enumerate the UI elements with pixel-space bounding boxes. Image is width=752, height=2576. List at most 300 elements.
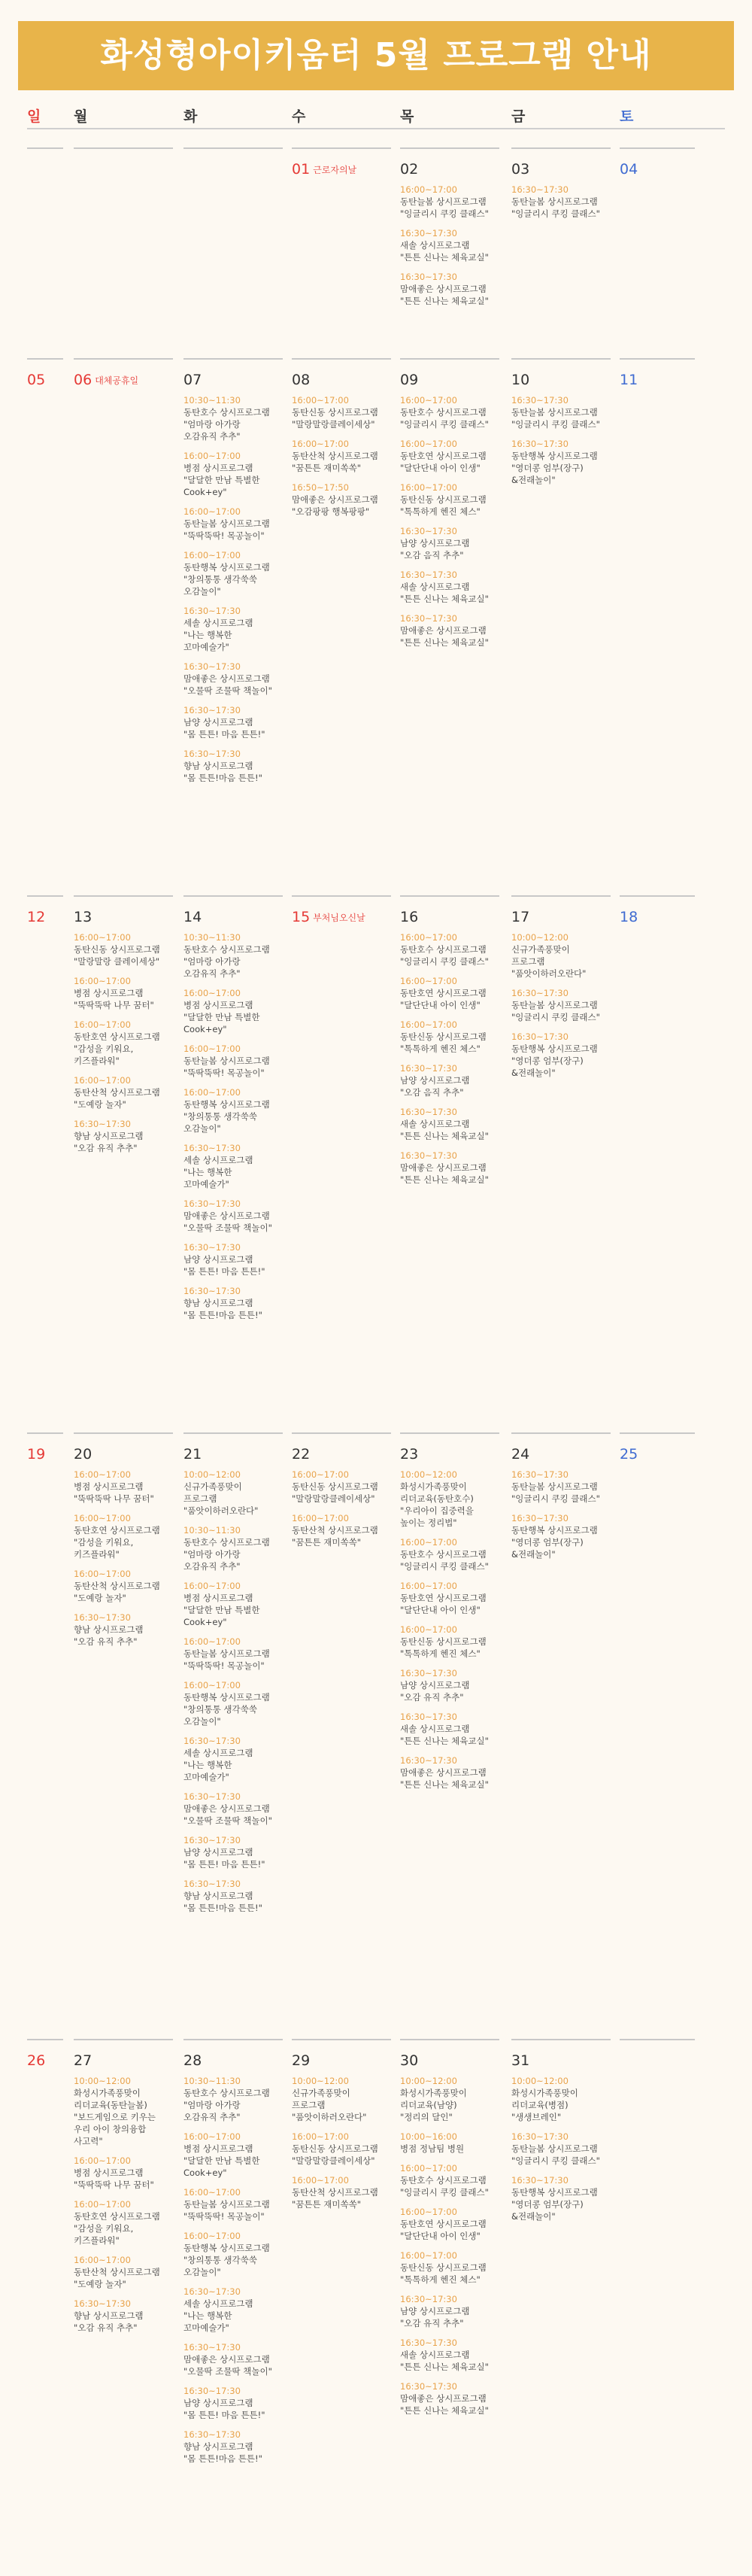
- event-time: 10:30~11:30: [183, 2076, 241, 2086]
- event-item: [400, 271, 508, 307]
- event-title: 동탄산척 상시프로그램 "꿈튼튼 재미쏙쏙": [292, 2187, 378, 2210]
- event-list: [183, 394, 292, 791]
- day-number: [620, 1446, 638, 1463]
- event-time: 16:30~17:30: [511, 395, 569, 406]
- event-item: [511, 184, 620, 220]
- event-time: 16:00~17:00: [74, 1019, 131, 1030]
- day-num: 05: [27, 372, 46, 388]
- day-num: 17: [511, 909, 530, 925]
- event-item: [183, 2230, 292, 2278]
- event-time: 16:00~17:00: [183, 988, 241, 998]
- event-item: [183, 987, 292, 1035]
- event-time: 16:30~17:30: [511, 1031, 569, 1042]
- event-item: [511, 2075, 620, 2123]
- event-title: 병점 상시프로그램 "달달한 만남 특별한 Cook+ey": [183, 1000, 260, 1034]
- event-title: 맘애좋은 상시프로그램 "오물딱 조물딱 책놀이": [183, 2354, 272, 2377]
- cell-divider: [27, 2039, 63, 2040]
- event-title: 동탄늘봄 상시프로그램 "뚝딱뚝딱! 목공놀이": [183, 1648, 270, 1671]
- event-item: [400, 1150, 508, 1186]
- day-num: 25: [620, 1446, 638, 1463]
- event-item: [183, 748, 292, 784]
- event-time: 16:00~17:00: [183, 451, 241, 461]
- day-num: 23: [400, 1446, 419, 1463]
- event-time: 16:30~17:30: [400, 613, 457, 624]
- event-title: 동탄호수 상시프로그램 "엄마랑 아가랑 오감유직 추추": [183, 407, 270, 442]
- event-time: 16:00~17:00: [400, 482, 457, 493]
- event-item: [183, 1580, 292, 1628]
- event-title: 병점 상시프로그램 "달달한 만남 특별한 Cook+ey": [183, 1593, 260, 1627]
- event-title: 병점 상시프로그램 "뚝딱뚝딱 나무 꿈터": [74, 1481, 154, 1504]
- cell-divider: [292, 2039, 391, 2040]
- event-item: [183, 549, 292, 597]
- event-item: [183, 394, 292, 442]
- cell-divider: [292, 358, 391, 360]
- event-time: 16:00~17:00: [74, 932, 131, 943]
- cell-divider: [400, 358, 499, 360]
- event-time: 16:00~17:00: [183, 1581, 241, 1591]
- event-title: 맘애좋은 상시프로그램 "튼튼 신나는 체육교실": [400, 625, 489, 648]
- event-item: [511, 1469, 620, 1505]
- event-item: [183, 1086, 292, 1135]
- event-item: [183, 1285, 292, 1321]
- event-item: [292, 2075, 400, 2123]
- event-title: 남양 상시프로그램 "몸 튼튼! 마음 튼튼!": [183, 717, 265, 740]
- day-number: [74, 1446, 92, 1463]
- event-time: 16:30~17:30: [183, 2429, 241, 2440]
- day-num: 11: [620, 372, 638, 388]
- event-item: [74, 2155, 182, 2191]
- weekday-label: 월: [74, 108, 88, 125]
- cell-divider: [292, 895, 391, 897]
- event-list: [400, 1469, 508, 1798]
- event-title: 동탄행복 상시프로그램 "창의통통 생각쑥쑥 오감놀이": [183, 1099, 270, 1134]
- day-num: 01: [292, 161, 311, 178]
- event-item: [183, 1878, 292, 1914]
- event-title: 맘애좋은 상시프로그램 "오감팡팡 행복팡팡": [292, 494, 378, 517]
- event-item: [400, 2380, 508, 2417]
- event-title: 동탄신동 상시프로그램 "톡톡하게 헨진 체스": [400, 1636, 487, 1659]
- event-item: [183, 2341, 292, 2377]
- event-item: [400, 1536, 508, 1572]
- event-time: 16:30~17:30: [74, 1119, 131, 1129]
- event-item: [74, 2254, 182, 2290]
- day-number: [400, 1446, 418, 1463]
- event-item: [400, 1062, 508, 1098]
- event-time: 10:00~12:00: [183, 1469, 241, 1480]
- event-list: [511, 394, 620, 494]
- day-number: [511, 1446, 529, 1463]
- event-time: 16:30~17:30: [400, 228, 457, 238]
- event-time: 16:30~17:30: [183, 1242, 241, 1253]
- event-item: [511, 987, 620, 1023]
- cell-divider: [511, 2039, 611, 2040]
- day-num: 14: [183, 909, 202, 925]
- event-title: 향남 상시프로그램 "몸 튼튼!마음 튼튼!": [183, 2441, 262, 2464]
- event-item: [400, 438, 508, 474]
- event-time: 16:00~17:00: [400, 1581, 457, 1591]
- event-item: [74, 975, 182, 1011]
- event-item: [400, 1754, 508, 1791]
- event-title: 남양 상시프로그램 "오감 음직 추추": [400, 1075, 470, 1098]
- event-title: 맘애좋은 상시프로그램 "튼튼 신나는 체육교실": [400, 284, 489, 306]
- day-num: 22: [292, 1446, 311, 1463]
- weekday-label: 일: [27, 108, 41, 125]
- event-title: 신규가족풍맞이 프로그램 "품앗이하러오란다": [292, 2088, 367, 2122]
- event-list: [400, 931, 508, 1193]
- event-time: 16:00~17:00: [292, 1469, 349, 1480]
- event-item: [74, 2298, 182, 2334]
- event-time: 10:00~12:00: [511, 2076, 569, 2086]
- day-number: [292, 161, 356, 178]
- event-list: [183, 931, 292, 1329]
- event-list: [292, 394, 400, 525]
- weekday-label: 수: [292, 108, 306, 125]
- day-num: 02: [400, 161, 419, 178]
- cell-divider: [183, 147, 283, 149]
- event-title: 남양 상시프로그램 "몸 튼튼! 마음 튼튼!": [183, 2398, 265, 2420]
- day-number: [511, 909, 529, 925]
- event-time: 10:00~12:00: [511, 932, 569, 943]
- cell-divider: [74, 895, 173, 897]
- event-title: 세솔 상시프로그램 "나는 행복한 꼬마예술가": [183, 2298, 253, 2333]
- day-number: [292, 2052, 310, 2069]
- event-item: [400, 1019, 508, 1055]
- event-time: 16:30~17:30: [400, 570, 457, 580]
- event-item: [183, 2186, 292, 2222]
- cell-divider: [620, 1432, 695, 1434]
- event-item: [292, 394, 400, 430]
- event-time: 16:30~17:30: [400, 1063, 457, 1074]
- event-time: 10:00~12:00: [400, 2076, 457, 2086]
- day-num: 04: [620, 161, 638, 178]
- event-item: [183, 1791, 292, 1827]
- event-item: [74, 2075, 182, 2147]
- event-item: [400, 931, 508, 968]
- event-list: [292, 2075, 400, 2218]
- event-item: [74, 1019, 182, 1067]
- event-title: 동탄늘봄 상시프로그램 "잉글리시 쿠킹 클래스": [511, 196, 600, 219]
- event-title: 동탄신동 상시프로그램 "말랑말랑 클레이세상": [74, 944, 160, 967]
- event-time: 16:00~17:00: [74, 1469, 131, 1480]
- event-time: 16:00~17:00: [183, 1636, 241, 1647]
- event-time: 16:00~17:00: [400, 184, 457, 195]
- event-item: [183, 1198, 292, 1234]
- event-item: [183, 1043, 292, 1079]
- holiday-label: 근로자의날: [313, 165, 357, 175]
- event-list: [511, 2075, 620, 2230]
- event-item: [400, 2293, 508, 2329]
- event-title: 동탄늘봄 상시프로그램 "뚝딱뚝딱! 목공놀이": [183, 1056, 270, 1078]
- cell-divider: [511, 358, 611, 360]
- event-time: 16:00~17:00: [292, 395, 349, 406]
- event-title: 화성시가족풍맞이 리더교육(병점) "생생브레인": [511, 2088, 578, 2122]
- event-time: 16:00~17:00: [292, 1513, 349, 1523]
- event-time: 16:00~17:00: [183, 2131, 241, 2142]
- event-time: 16:00~17:00: [400, 932, 457, 943]
- event-item: [74, 1118, 182, 1154]
- event-item: [183, 1834, 292, 1870]
- event-item: [183, 2286, 292, 2334]
- event-title: 동탄산척 상시프로그램 "꿈튼튼 재미쏙쏙": [292, 451, 378, 473]
- cell-divider: [27, 358, 63, 360]
- event-list: [74, 931, 182, 1162]
- holiday-label: 대체공휴일: [95, 375, 139, 386]
- event-item: [400, 2162, 508, 2198]
- event-time: 16:30~17:30: [511, 1469, 569, 1480]
- event-time: 16:00~17:00: [74, 1513, 131, 1523]
- day-number: [27, 2052, 45, 2069]
- event-title: 동탄호수 상시프로그램 "엄마랑 아가랑 오감유직 추추": [183, 2088, 270, 2122]
- event-title: 향남 상시프로그램 "오감 유직 추추": [74, 1131, 144, 1153]
- event-title: 동탄호연 상시프로그램 "달단단내 아이 인생": [400, 451, 487, 473]
- event-item: [292, 1469, 400, 1505]
- event-time: 16:00~17:00: [400, 395, 457, 406]
- event-item: [400, 525, 508, 561]
- event-title: 세솔 상시프로그램 "나는 행복한 꼬마예술가": [183, 618, 253, 652]
- event-title: 향남 상시프로그램 "오감 유직 추추": [74, 1624, 144, 1647]
- event-title: 동탄호수 상시프로그램 "잉글리시 쿠킹 클래스": [400, 944, 489, 967]
- cell-divider: [620, 147, 695, 149]
- event-title: 향남 상시프로그램 "몸 튼튼!마음 튼튼!": [183, 761, 262, 783]
- event-title: 동탄호수 상시프로그램 "잉글리시 쿠킹 클래스": [400, 1549, 489, 1572]
- event-time: 16:30~17:30: [74, 1612, 131, 1623]
- event-item: [183, 2385, 292, 2421]
- weekday-label: 토: [620, 108, 634, 125]
- event-item: [400, 1667, 508, 1703]
- event-time: 16:00~17:00: [400, 2207, 457, 2217]
- event-time: 10:30~11:30: [183, 932, 241, 943]
- cell-divider: [400, 1432, 499, 1434]
- event-item: [183, 506, 292, 542]
- event-title: 맘애좋은 상시프로그램 "튼튼 신나는 체육교실": [400, 1162, 489, 1185]
- day-number: [183, 909, 202, 925]
- event-title: 동탄행복 상시프로그램 "창의통통 생각쑥쑥 오감놀이": [183, 2243, 270, 2277]
- day-num: 18: [620, 909, 638, 925]
- day-num: 15: [292, 909, 311, 925]
- event-time: 10:00~12:00: [292, 2076, 349, 2086]
- event-list: [183, 2075, 292, 2472]
- event-item: [400, 1711, 508, 1747]
- holiday-label: 부처님오신날: [313, 913, 365, 923]
- day-num: 24: [511, 1446, 530, 1463]
- event-item: [183, 1469, 292, 1517]
- cell-divider: [292, 147, 391, 149]
- event-title: 맘애좋은 상시프로그램 "오물딱 조물딱 책놀이": [183, 673, 272, 696]
- event-item: [292, 2131, 400, 2167]
- day-number: [620, 909, 638, 925]
- event-title: 동탄신동 상시프로그램 "말랑말랑클레이세상": [292, 407, 378, 430]
- event-item: [183, 1636, 292, 1672]
- event-title: 동탄행복 상시프로그램 "창의통통 생각쑥쑥 오감놀이": [183, 1692, 270, 1727]
- event-time: 16:00~17:00: [400, 439, 457, 449]
- event-title: 신규가족풍맞이 프로그램 "품앗이하러오란다": [183, 1481, 259, 1516]
- weekday-label: 화: [183, 108, 198, 125]
- cell-divider: [620, 895, 695, 897]
- event-item: [74, 1074, 182, 1110]
- event-list: [400, 2075, 508, 2424]
- event-title: 맘애좋은 상시프로그램 "튼튼 신나는 체육교실": [400, 2393, 489, 2416]
- day-num: 07: [183, 372, 202, 388]
- day-num: 31: [511, 2052, 530, 2069]
- weekday-rule: [27, 128, 725, 129]
- event-title: 동탄호연 상시프로그램 "달단단내 아이 인생": [400, 2219, 487, 2241]
- event-item: [74, 1512, 182, 1560]
- event-item: [400, 2337, 508, 2373]
- event-title: 새솔 상시프로그램 "튼튼 신나는 체육교실": [400, 2350, 489, 2372]
- day-number: [400, 2052, 418, 2069]
- event-title: 화성시가족풍맞이 리더교육(동탄늘봄) "보드게임으로 키우는 우리 아이 창의융합 사고력": [74, 2088, 156, 2146]
- event-list: [74, 1469, 182, 1655]
- event-time: 10:30~11:30: [183, 1525, 241, 1536]
- event-item: [511, 2174, 620, 2222]
- page-title: 화성형아이키움터 5월 프로그램 안내: [100, 36, 652, 74]
- event-time: 16:30~17:30: [400, 2338, 457, 2348]
- event-item: [183, 1241, 292, 1277]
- event-time: 16:00~17:00: [183, 2231, 241, 2241]
- event-title: 향남 상시프로그램 "몸 튼튼!마음 튼튼!": [183, 1891, 262, 1913]
- event-item: [292, 1512, 400, 1548]
- day-number: [292, 1446, 310, 1463]
- day-number: [620, 372, 638, 388]
- day-number: [183, 1446, 202, 1463]
- event-time: 16:00~17:00: [400, 976, 457, 986]
- event-time: 16:00~17:00: [292, 439, 349, 449]
- cell-divider: [183, 2039, 283, 2040]
- event-time: 16:30~17:30: [400, 2381, 457, 2392]
- event-item: [183, 661, 292, 697]
- event-item: [183, 605, 292, 653]
- event-time: 16:00~17:00: [74, 1569, 131, 1579]
- cell-divider: [620, 2039, 695, 2040]
- event-time: 16:30~17:30: [511, 184, 569, 195]
- event-item: [183, 704, 292, 740]
- event-title: 동탄산척 상시프로그램 "도예랑 놀자": [74, 2267, 160, 2289]
- event-title: 맘애좋은 상시프로그램 "오물딱 조물딱 책놀이": [183, 1803, 272, 1826]
- event-list: [511, 1469, 620, 1568]
- event-title: 동탄신동 상시프로그램 "말랑말랑클레이세상": [292, 1481, 378, 1504]
- event-title: 새솔 상시프로그램 "튼튼 신나는 체육교실": [400, 1119, 489, 1141]
- event-time: 16:30~17:30: [400, 1107, 457, 1117]
- cell-divider: [74, 2039, 173, 2040]
- event-time: 16:30~17:30: [511, 439, 569, 449]
- cell-divider: [400, 147, 499, 149]
- event-list: [400, 394, 508, 656]
- event-title: 세솔 상시프로그램 "나는 행복한 꼬마예술가": [183, 1748, 253, 1782]
- weekday-label: 목: [400, 108, 414, 125]
- event-time: 10:30~11:30: [183, 395, 241, 406]
- event-title: 화성시가족풍맞이 리더교육(동탄호수) "우리아이 집중력을 높이는 정리법": [400, 1481, 474, 1528]
- event-item: [511, 394, 620, 430]
- event-time: 16:00~17:00: [400, 2163, 457, 2174]
- event-title: 동탄신동 상시프로그램 "톡톡하게 헨진 체스": [400, 494, 487, 517]
- event-title: 병점 상시프로그램 "달달한 만남 특별한 Cook+ey": [183, 2143, 260, 2178]
- event-time: 16:30~17:30: [183, 1835, 241, 1845]
- event-item: [183, 2429, 292, 2465]
- event-time: 16:30~17:30: [511, 988, 569, 998]
- day-number: [74, 372, 138, 388]
- day-number: [74, 2052, 92, 2069]
- day-num: 06: [74, 372, 92, 388]
- day-num: 28: [183, 2052, 202, 2069]
- event-title: 동탄호수 상시프로그램 "잉글리시 쿠킹 클래스": [400, 407, 489, 430]
- day-num: 10: [511, 372, 530, 388]
- event-title: 동탄호연 상시프로그램 "감성을 키워요, 키즈플라워": [74, 1031, 160, 1066]
- event-title: 남양 상시프로그램 "몸 튼튼! 마음 튼튼!": [183, 1847, 265, 1870]
- event-time: 16:30~17:30: [183, 1791, 241, 1802]
- event-list: [292, 1469, 400, 1556]
- event-title: 병점 상시프로그램 "뚝딱뚝딱 나무 꿈터": [74, 2167, 154, 2190]
- day-number: [292, 909, 365, 925]
- event-item: [292, 2174, 400, 2210]
- event-item: [511, 1031, 620, 1079]
- event-title: 새솔 상시프로그램 "튼튼 신나는 체육교실": [400, 1724, 489, 1746]
- event-item: [400, 1469, 508, 1529]
- event-time: 16:00~17:00: [400, 1537, 457, 1548]
- event-title: 맘애좋은 상시프로그램 "오물딱 조물딱 책놀이": [183, 1211, 272, 1233]
- event-item: [511, 931, 620, 980]
- event-item: [74, 1568, 182, 1604]
- cell-divider: [400, 895, 499, 897]
- day-num: 16: [400, 909, 419, 925]
- event-item: [74, 2198, 182, 2246]
- event-title: 동탄호수 상시프로그램 "엄마랑 아가랑 오감유직 추추": [183, 1537, 270, 1572]
- event-time: 16:30~17:30: [400, 1755, 457, 1766]
- event-time: 16:00~17:00: [183, 1680, 241, 1690]
- event-item: [400, 2249, 508, 2286]
- event-title: 동탄늘봄 상시프로그램 "뚝딱뚝딱! 목공놀이": [183, 518, 270, 541]
- cell-divider: [620, 358, 695, 360]
- event-title: 병점 상시프로그램 "뚝딱뚝딱 나무 꿈터": [74, 988, 154, 1010]
- event-time: 16:30~17:30: [183, 705, 241, 715]
- weekday-label: 금: [511, 108, 526, 125]
- cell-divider: [74, 358, 173, 360]
- event-item: [400, 975, 508, 1011]
- event-time: 10:00~12:00: [400, 1469, 457, 1480]
- day-num: 29: [292, 2052, 311, 2069]
- event-title: 동탄행복 상시프로그램 "창의통통 생각쑥쑥 오감놀이": [183, 562, 270, 597]
- event-time: 16:30~17:30: [183, 661, 241, 672]
- event-title: 동탄호연 상시프로그램 "달단단내 아이 인생": [400, 1593, 487, 1615]
- event-title: 동탄늘봄 상시프로그램 "뚝딱뚝딱! 목공놀이": [183, 2199, 270, 2222]
- cell-divider: [74, 1432, 173, 1434]
- event-title: 맘애좋은 상시프로그램 "튼튼 신나는 체육교실": [400, 1767, 489, 1790]
- cell-divider: [27, 1432, 63, 1434]
- event-item: [292, 438, 400, 474]
- event-item: [400, 612, 508, 649]
- day-num: 26: [27, 2052, 46, 2069]
- page-header: [18, 21, 734, 90]
- event-item: [183, 1735, 292, 1783]
- event-list: [183, 1469, 292, 1921]
- event-item: [400, 227, 508, 263]
- event-time: 16:30~17:30: [74, 2298, 131, 2309]
- event-time: 16:00~17:00: [400, 1624, 457, 1635]
- event-time: 16:30~17:30: [511, 1513, 569, 1523]
- day-number: [511, 161, 529, 178]
- event-title: 남양 상시프로그램 "오감 음직 추추": [400, 538, 470, 560]
- cell-divider: [511, 895, 611, 897]
- event-item: [400, 1106, 508, 1142]
- day-number: [27, 1446, 45, 1463]
- event-time: 16:00~17:00: [74, 2199, 131, 2210]
- event-title: 동탄호수 상시프로그램 "잉글리시 쿠킹 클래스": [400, 2175, 489, 2198]
- day-num: 27: [74, 2052, 92, 2069]
- event-item: [74, 1612, 182, 1648]
- event-title: 동탄호수 상시프로그램 "엄마랑 아가랑 오감유직 추추": [183, 944, 270, 979]
- event-title: 동탄늘봄 상시프로그램 "잉글리시 쿠킹 클래스": [511, 1000, 600, 1022]
- event-title: 동탄행복 상시프로그램 "영더콩 엄부(장구) &전래놀이": [511, 1043, 598, 1078]
- event-time: 16:30~17:30: [183, 1736, 241, 1746]
